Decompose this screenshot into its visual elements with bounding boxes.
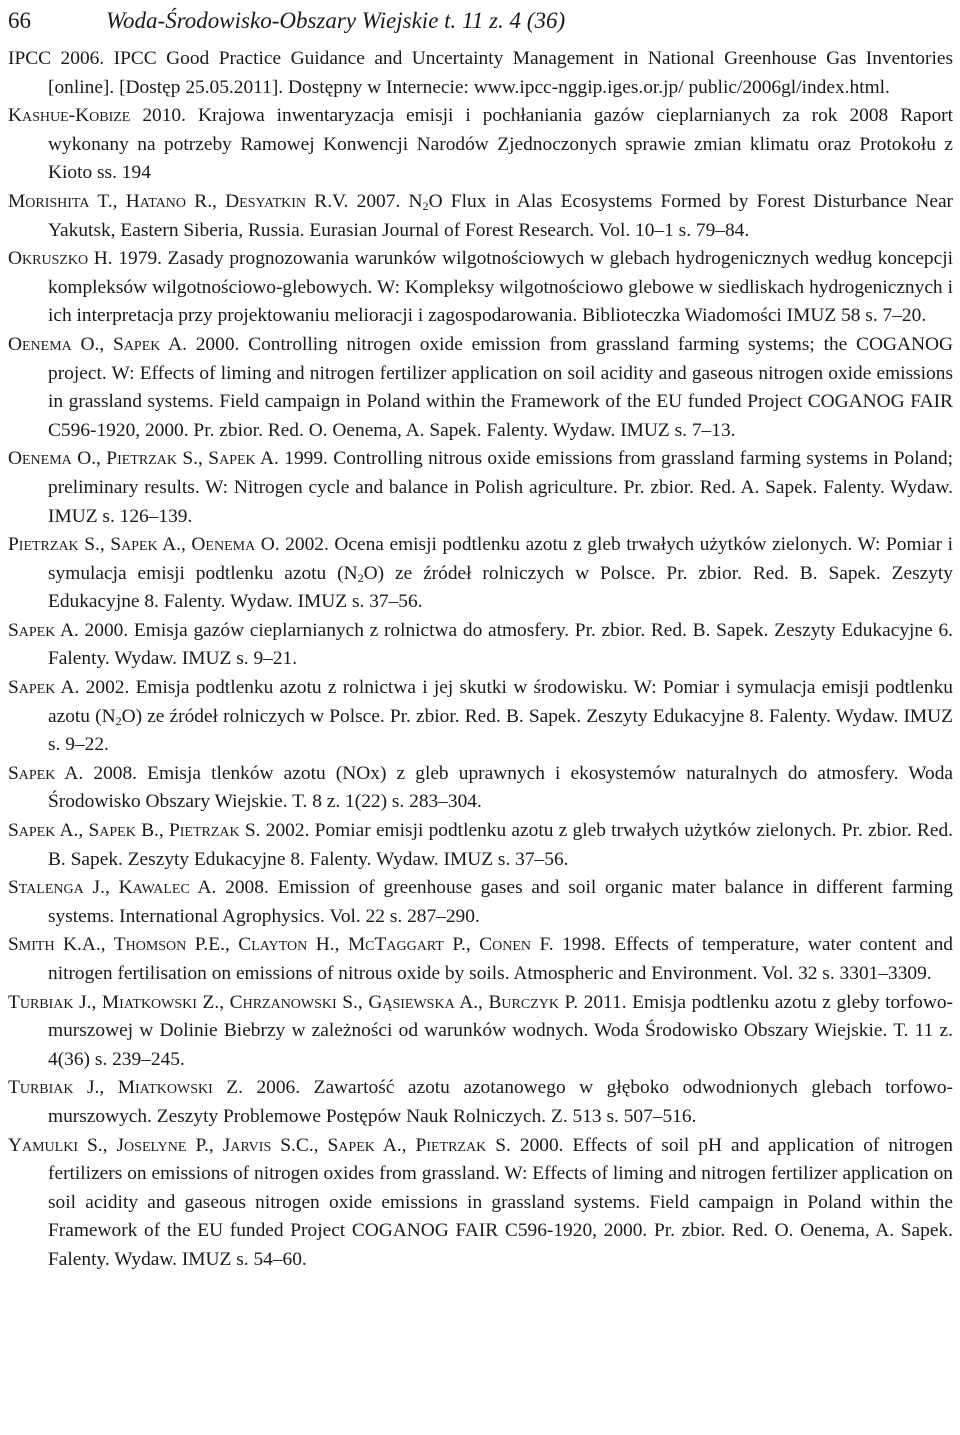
reference-list: [8, 45, 953, 1275]
reference-item: [8, 331, 953, 445]
reference-text: 2008. Emisja tlenków azotu (NOx) z gleb uprawnych i ekosystemów naturalnych do atmosfery. Woda Środowisko Obszary Wiejskie. T. 8 z. 1(22) s. 283–304.: [48, 762, 953, 813]
subscript: 2: [357, 570, 364, 585]
running-header: [8, 4, 953, 38]
reference-text: IPCC 2006. IPCC Good Practice Guidance and Uncertainty Management in National Greenhouse Gas Inventories [online]. [Dostęp 25.05.2011]. Dostępny w Internecie: www.ipcc-nggip.iges.or.jp/ public/2006gl/index.html.: [8, 48, 953, 98]
reference-text: 2000. Effects of soil pH and application of nitrogen fertilizers on emissions of nitrogen oxides from grassland. W: Effects of liming and nitrogen fertilizer application on soil acidity and gaseous nitrogen oxide emissions in grassland systems. Field campaign in Poland within the Framework of the EU funded Project COGANOG FAIR C596-1920, 2000. Pr. zbior. Red. O. Oenema, A. Sapek. Falenty. Wydaw. IMUZ s. 54–60.: [48, 1134, 953, 1270]
reference-item: [8, 45, 953, 102]
reference-authors: Smith K.A., Thomson P.E., Clayton H., McTaggart P., Conen F.: [8, 934, 554, 956]
reference-item: [8, 874, 953, 931]
reference-authors: Morishita T., Hatano R., Desyatkin R.V.: [8, 190, 349, 212]
journal-title: Woda-Środowisko-Obszary Wiejskie t. 11 z. 4 (36): [106, 8, 566, 33]
reference-text: 2002. Emisja podtlenku azotu z rolnictwa i jej skutki w środowisku. W: Pomiar i symulacja emisji podtlenku azotu (N: [48, 677, 953, 727]
reference-item: [8, 817, 953, 874]
reference-item: [8, 102, 953, 188]
subscript: 2: [422, 198, 429, 213]
reference-text: 2002. Pomiar emisji podtlenku azotu z gleb trwałych użytków zielonych. Pr. zbior. Red. B. Sapek. Zeszyty Edukacyjne 8. Falenty. Wydaw. IMUZ s. 37–56.: [48, 820, 954, 870]
reference-item: [8, 989, 953, 1075]
reference-item: [8, 1132, 953, 1275]
reference-item: [8, 445, 953, 531]
reference-authors: Kashue-Kobize: [8, 105, 131, 127]
reference-text: 2007. N: [348, 190, 423, 212]
reference-item: [8, 188, 953, 245]
reference-authors: Turbiak J., Miatkowski Z., Chrzanowski S., Gąsiewska A., Burczyk P.: [8, 991, 579, 1013]
reference-authors: Pietrzak S., Sapek A., Oenema O.: [8, 534, 280, 556]
reference-text-cont: O Flux in Alas Ecosystems Formed by Forest Disturbance Near Yakutsk, Eastern Siberia, Russia. Eurasian Journal of Forest Research. Vol. 10–1 s. 79–84.: [48, 190, 954, 241]
reference-authors: Sapek A.: [8, 677, 80, 699]
reference-text: 2000. Controlling nitrogen oxide emission from grassland farming systems; the COGANOG project. W: Effects of liming and nitrogen fertilizer application on soil acidity and gaseous nitrogen oxide emissions in grassland systems. Field campaign in Poland within the Framework of the EU funded Project COGANOG FAIR C596-1920, 2000. Pr. zbior. Red. O. Oenema, A. Sapek. Falenty. Wydaw. IMUZ s. 7–13.: [48, 333, 954, 441]
reference-item: [8, 531, 953, 617]
reference-item: [8, 931, 953, 988]
reference-text: 1979. Zasady prognozowania warunków wilgotnościowych w glebach hydrogenicznych według koncepcji kompleksów wilgotnościowo-glebowych. W: Kompleksy wilgotnościowo glebowe w siedliskach hydrogenicznych i ich interpretacja przy projektowaniu melioracji i zagospodarowania. Biblioteczka Wiadomości IMUZ 58 s. 7–20.: [48, 248, 954, 327]
reference-text: 2011. Emisja podtlenku azotu z gleby torfowo-murszowej w Dolinie Biebrzy w zależności od warunków wodnych. Woda Środowisko Obszary Wiejskie. T. 11 z. 4(36) s. 239–245.: [48, 991, 953, 1070]
reference-text: 2000. Emisja gazów cieplarnianych z rolnictwa do atmosfery. Pr. zbior. Red. B. Sapek. Zeszyty Edukacyjne 6. Falenty. Wydaw. IMUZ s. 9–21.: [48, 619, 953, 670]
reference-text-cont: O) ze źródeł rolniczych w Polsce. Pr. zbior. Red. B. Sapek. Zeszyty Edukacyjne 8. Falenty. Wydaw. IMUZ s. 37–56.: [48, 562, 953, 613]
reference-authors: Turbiak J., Miatkowski Z.: [8, 1077, 243, 1099]
reference-authors: Sapek A.: [8, 619, 79, 641]
page-number: 66: [8, 8, 31, 33]
reference-text: 2008. Emission of greenhouse gases and soil organic mater balance in different farming systems. International Agrophysics. Vol. 22 s. 287–290.: [48, 877, 953, 927]
reference-item: [8, 245, 953, 331]
reference-item: [8, 760, 953, 817]
reference-text-cont: O) ze źródeł rolniczych w Polsce. Pr. zbior. Red. B. Sapek. Zeszyty Edukacyjne 8. Falenty. Wydaw. IMUZ s. 9–22.: [48, 705, 953, 756]
reference-item: [8, 617, 953, 674]
subscript: 2: [115, 713, 122, 728]
reference-item: [8, 674, 953, 760]
reference-authors: Oenema O., Pietrzak S., Sapek A.: [8, 448, 279, 470]
reference-text: 2010. Krajowa inwentaryzacja emisji i pochłaniania gazów cieplarnianych za rok 2008 Raport wykonany na potrzeby Ramowej Konwencji Narodów Zjednoczonych sprawie zmian klimatu oraz Protokołu z Kioto ss. 194: [48, 105, 953, 184]
reference-authors: Okruszko H.: [8, 248, 113, 270]
reference-text: 2006. Zawartość azotu azotanowego w głęboko odwodnionych glebach torfowo-murszowych. Zeszyty Problemowe Postępów Nauk Rolniczych. Z. 513 s. 507–516.: [48, 1077, 954, 1127]
reference-text: 1999. Controlling nitrous oxide emissions from grassland farming systems in Poland; preliminary results. W: Nitrogen cycle and balance in Polish agriculture. Pr. zbior. Red. A. Sapek. Falenty. Wydaw. IMUZ s. 126–139.: [48, 448, 953, 527]
reference-item: [8, 1074, 953, 1131]
reference-authors: Sapek A., Sapek B., Pietrzak S.: [8, 820, 261, 842]
reference-authors: Oenema O., Sapek A.: [8, 333, 187, 355]
reference-authors: Sapek A.: [8, 762, 84, 784]
reference-text: 2002. Ocena emisji podtlenku azotu z gleb trwałych użytków zielonych. W: Pomiar i symulacja emisji podtlenku azotu (N: [48, 534, 953, 584]
reference-authors: Stalenga J., Kawalec A.: [8, 877, 217, 899]
reference-authors: Yamulki S., Joselyne P., Jarvis S.C., Sapek A., Pietrzak S.: [8, 1134, 511, 1156]
reference-text: 1998. Effects of temperature, water content and nitrogen fertilisation on emissions of nitrous oxide by soils. Atmospheric and Environment. Vol. 32 s. 3301–3309.: [48, 934, 954, 984]
